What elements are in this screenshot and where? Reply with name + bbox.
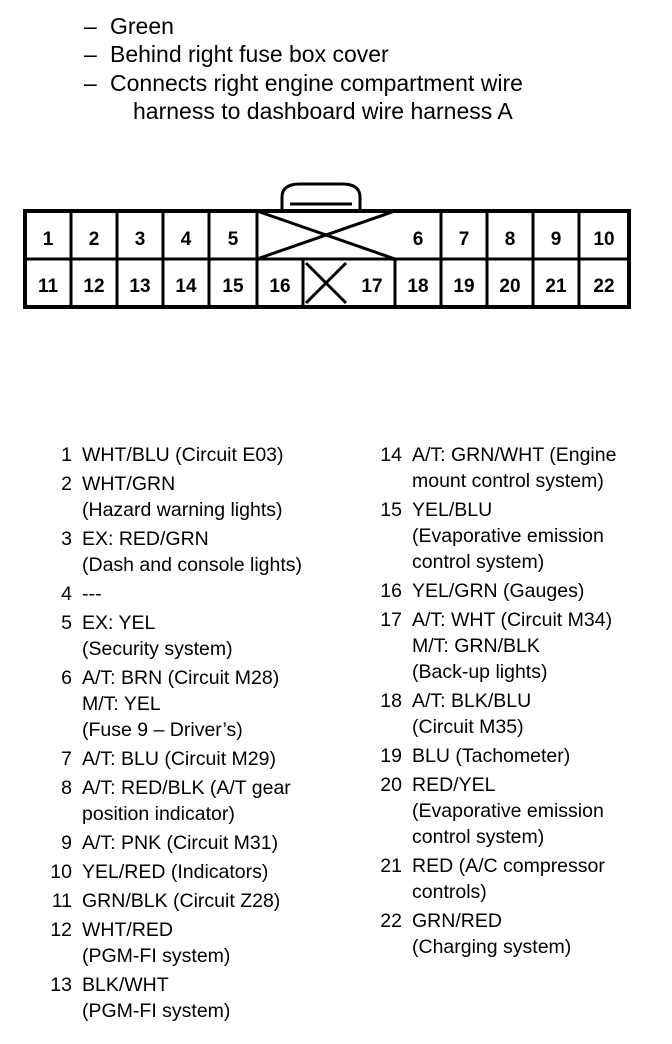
pin-description: (Back-up lights) [412,661,548,683]
pin-description: A/T: BLU (Circuit M29) [82,748,276,770]
pin-number: 19 [380,745,402,767]
pin-label-13: 13 [129,276,151,297]
pin-label-9: 9 [550,229,562,250]
pin-label-5: 5 [227,229,239,250]
pin-description: M/T: YEL [82,693,161,715]
pin-label-2: 2 [88,229,100,250]
pin-number: 6 [61,667,72,689]
pin-description: (Charging system) [412,936,572,958]
pin-label-14: 14 [175,276,197,297]
pin-description: M/T: GRN/BLK [412,635,540,657]
pin-label-22: 22 [593,276,615,297]
pin-description: --- [82,583,102,605]
pin-label-16: 16 [269,276,291,297]
pin-description: A/T: BLK/BLU [412,690,532,712]
pin-description: A/T: RED/BLK (A/T gear [82,777,291,799]
pin-number: 1 [61,444,72,466]
pin-description: YEL/GRN (Gauges) [412,580,585,602]
pin-number: 12 [50,919,72,941]
pin-description: position indicator) [82,803,235,825]
pin-number: 18 [380,690,402,712]
pin-description: controls) [412,881,487,903]
pin-number: 17 [380,609,402,631]
header-dash: – [84,70,97,96]
header-dash: – [84,13,97,39]
pin-description: (Dash and console lights) [82,554,303,576]
pin-description: RED (A/C compressor [412,855,605,877]
pin-label-7: 7 [458,229,470,250]
pin-number: 9 [61,832,72,854]
pin-description: WHT/GRN [82,473,176,495]
pin-description: WHT/BLU (Circuit E03) [82,444,284,466]
pin-description: (Security system) [82,638,233,660]
header-dash: – [84,41,97,67]
pin-description: RED/YEL [412,774,496,796]
pin-number: 21 [380,855,402,877]
pin-description: A/T: GRN/WHT (Engine [412,444,617,466]
pin-description: control system) [412,826,545,848]
pin-description: A/T: BRN (Circuit M28) [82,667,280,689]
pin-description: EX: YEL [82,612,156,634]
pin-number: 2 [61,473,72,495]
pin-number: 5 [61,612,72,634]
pin-label-20: 20 [499,276,521,297]
pin-description: (Hazard warning lights) [82,499,283,521]
pin-description: YEL/RED (Indicators) [82,861,269,883]
pin-number: 8 [61,777,72,799]
pin-label-15: 15 [222,276,244,297]
pin-description: GRN/BLK (Circuit Z28) [82,890,281,912]
pin-description: (Evaporative emission [412,525,604,547]
pin-description: A/T: WHT (Circuit M34) [412,609,613,631]
connector-function-cont: harness to dashboard wire harness A [133,98,513,124]
pin-label-10: 10 [593,229,615,250]
pin-description: (Fuse 9 – Driver’s) [82,719,243,741]
pin-description: GRN/RED [412,910,502,932]
pin-number: 10 [50,861,72,883]
pin-label-4: 4 [180,229,192,250]
pin-number: 4 [61,583,72,605]
pin-number: 3 [61,528,72,550]
pin-label-12: 12 [83,276,105,297]
pin-label-6: 6 [412,229,424,250]
pin-description: (PGM-FI system) [82,945,231,967]
pin-description: BLU (Tachometer) [412,745,571,767]
pin-number: 11 [51,890,72,912]
connector-location: Behind right fuse box cover [110,41,389,67]
pin-number: 16 [380,580,402,602]
pin-label-8: 8 [504,229,516,250]
pin-label-18: 18 [407,276,429,297]
pin-description: BLK/WHT [82,974,169,996]
pin-description: (PGM-FI system) [82,1000,231,1022]
pin-label-1: 1 [42,229,54,250]
connector-function: Connects right engine compartment wire [110,70,523,96]
pin-number: 14 [380,444,402,466]
pin-number: 13 [50,974,72,996]
connector-color: Green [110,13,174,39]
pin-label-17: 17 [361,276,383,297]
pin-label-21: 21 [545,276,567,297]
pin-number: 7 [61,748,72,770]
pin-number: 15 [380,499,402,521]
connector-latch [282,184,360,211]
pin-description: (Evaporative emission [412,800,604,822]
pin-description: control system) [412,551,545,573]
pin-description: A/T: PNK (Circuit M31) [82,832,279,854]
pin-description: mount control system) [412,470,604,492]
pin-label-19: 19 [453,276,475,297]
pin-label-3: 3 [134,229,146,250]
pin-description: (Circuit M35) [412,716,524,738]
pin-number: 20 [380,774,402,796]
connector-diagram [0,0,672,330]
pin-description: WHT/RED [82,919,173,941]
pin-label-11: 11 [37,276,59,297]
pin-description: YEL/BLU [412,499,493,521]
pin-number: 22 [380,910,402,932]
pin-description: EX: RED/GRN [82,528,209,550]
